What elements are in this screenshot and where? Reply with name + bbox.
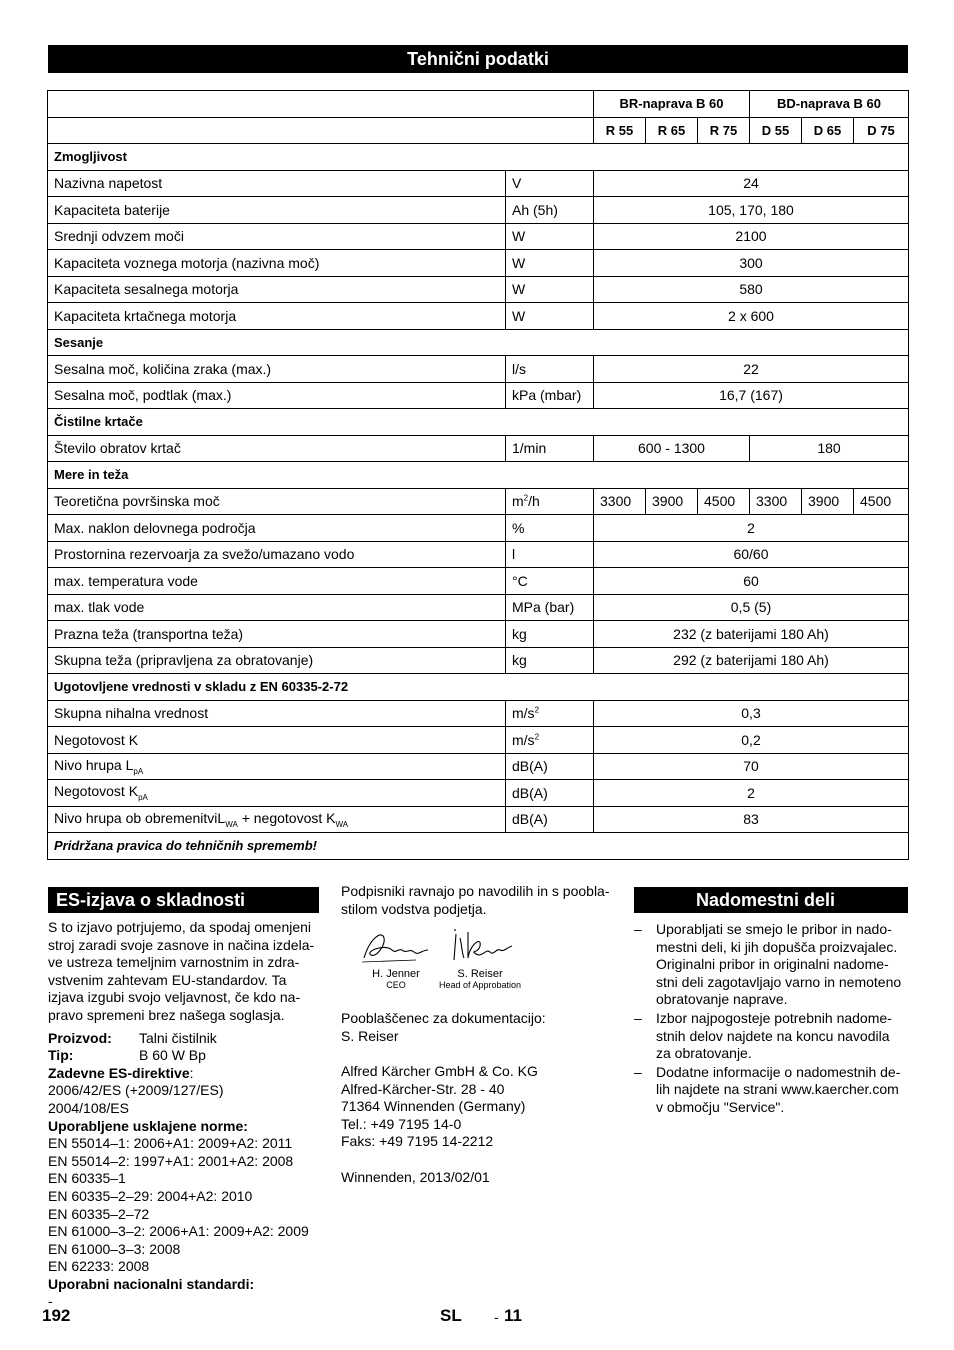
- norm-item: EN 55014–1: 2006+A1: 2009+A2: 2011: [48, 1135, 293, 1152]
- row-unit: $m/s^2$: [506, 700, 594, 727]
- table-header-row: [48, 91, 909, 118]
- es-intro-line: pravo spremeni brez našega soglasja.: [48, 1006, 285, 1023]
- section-header: Čistilne krtače: [48, 409, 909, 436]
- row-value: 4500: [698, 488, 750, 515]
- row-value: 0,3: [594, 700, 909, 727]
- signer-role: Head of Approbation: [438, 980, 522, 991]
- row-unit: W: [506, 303, 594, 330]
- row-value: 292 (z baterijami 180 Ah): [594, 647, 909, 674]
- row-label: Max. naklon delovnega področja: [48, 515, 506, 542]
- model-header: R 65: [646, 117, 698, 144]
- row-label: Kapaciteta baterije: [48, 197, 506, 224]
- page-title: Tehnični podatki: [48, 45, 908, 73]
- row-label: Število obratov krtač: [48, 435, 506, 462]
- table-row: [48, 170, 909, 197]
- list-item: – Uporabljati se smejo le pribor in nado- mestni deli, ki jih dopušča proizvajalec. Originalni pribor in originalni nadome- stni deli zagotavljajo varno in nemoteno obratovanje naprave.: [634, 921, 902, 1008]
- row-label: Teoretična površinska moč: [48, 488, 506, 515]
- section-header: Zmogljivost: [48, 144, 909, 171]
- model-header: R 75: [698, 117, 750, 144]
- row-label: Srednji odvzem moči: [48, 223, 506, 250]
- row-unit: kg: [506, 621, 594, 648]
- national-standards-value: -: [48, 1293, 53, 1310]
- table-row: [48, 541, 909, 568]
- type-row: Tip: B 60 W Bp: [48, 1047, 206, 1064]
- row-value: 3900: [802, 488, 854, 515]
- address-line: 71364 Winnenden (Germany): [341, 1098, 526, 1115]
- row-unit: W: [506, 276, 594, 303]
- signature-reiser: [425, 924, 535, 991]
- signatories-intro: stilom vodstva podjetja.: [341, 900, 487, 917]
- table-row: [48, 594, 909, 621]
- es-heading: ES-izjava o skladnosti: [48, 887, 319, 913]
- table-row: [48, 356, 909, 383]
- row-value: 2100: [594, 223, 909, 250]
- row-label: Sesalna moč, količina zraka (max.): [48, 356, 506, 383]
- row-value: 0,2: [594, 727, 909, 754]
- table-row: [48, 700, 909, 727]
- es-intro-line: izjava izgubi svojo veljavnost, če kdo na-: [48, 989, 301, 1006]
- es-intro-line: vstvenim zahtevam EU-standardov. Ta: [48, 971, 287, 988]
- table-row: [48, 488, 909, 515]
- row-value: 3300: [750, 488, 802, 515]
- place-date: Winnenden, 2013/02/01: [341, 1168, 490, 1185]
- row-value: 24: [594, 170, 909, 197]
- row-unit: Ah (5h): [506, 197, 594, 224]
- product-row: Proizvod: Talni čistilnik: [48, 1029, 217, 1046]
- row-value: 300: [594, 250, 909, 277]
- row-label: Kapaciteta sesalnega motorja: [48, 276, 506, 303]
- documentation-name: S. Reiser: [341, 1027, 399, 1044]
- table-row: [48, 382, 909, 409]
- norm-item: EN 55014–2: 1997+A1: 2001+A2: 2008: [48, 1152, 294, 1169]
- row-label: Kapaciteta krtačnega motorja: [48, 303, 506, 330]
- row-unit: MPa (bar): [506, 594, 594, 621]
- signer-name: H. Jenner: [372, 968, 420, 981]
- row-value: 16,7 (167): [594, 382, 909, 409]
- row-label: Sesalna moč, podtlak (max.): [48, 382, 506, 409]
- row-label: Nivo hrupa ob obremenitviL$_{WA}$ + negotovost $K_{WA}$: [48, 806, 506, 833]
- row-value: 70: [594, 753, 909, 780]
- row-unit: W: [506, 223, 594, 250]
- language-code: SL: [440, 1306, 462, 1325]
- handwritten-signature-icon: [440, 924, 520, 968]
- table-row: [48, 806, 909, 833]
- technical-data-table: [47, 90, 909, 860]
- model-header-row: [48, 117, 909, 144]
- address-line: Alfred Kärcher GmbH & Co. KG: [341, 1062, 538, 1079]
- table-row: [48, 276, 909, 303]
- row-value: 105, 170, 180: [594, 197, 909, 224]
- row-unit: kPa (mbar): [506, 382, 594, 409]
- section-page-number: 11: [504, 1306, 522, 1325]
- section-header: Mere in teža: [48, 462, 909, 489]
- row-label: Skupna nihalna vrednost: [48, 700, 506, 727]
- es-intro-line: stroj zaradi svoje zasnove in načina izdela-: [48, 936, 315, 953]
- norm-item: EN 60335–1: [48, 1170, 126, 1187]
- row-unit: $m^2/h$: [506, 488, 594, 515]
- bd-group-header: BD-naprava B 60: [750, 91, 909, 118]
- model-header: D 65: [802, 117, 854, 144]
- directives-label: Zadevne ES-direktive:: [48, 1064, 194, 1081]
- row-value: 2 x 600: [594, 303, 909, 330]
- model-header: R 55: [594, 117, 646, 144]
- signer-name: S. Reiser: [457, 968, 503, 981]
- row-value-br: 600 - 1300: [594, 435, 750, 462]
- directive-item: 2004/108/ES: [48, 1099, 129, 1116]
- row-value: 60: [594, 568, 909, 595]
- row-value: 83: [594, 806, 909, 833]
- table-row: [48, 621, 909, 648]
- row-unit: kg: [506, 647, 594, 674]
- row-value: 60/60: [594, 541, 909, 568]
- table-row: [48, 435, 909, 462]
- model-header: D 55: [750, 117, 802, 144]
- es-intro-line: ve ustreza temeljnim varnostnim in zdra-: [48, 954, 300, 971]
- norm-item: EN 62233: 2008: [48, 1258, 150, 1275]
- row-label: Kapaciteta voznega motorja (nazivna moč): [48, 250, 506, 277]
- footer-separator: -: [494, 1309, 499, 1325]
- directive-item: 2006/42/ES (+2009/127/ES): [48, 1082, 224, 1099]
- table-row: [48, 647, 909, 674]
- list-item: – Izbor najpogosteje potrebnih nadome- stnih delov najdete na koncu navodila za obratovanje.: [634, 1009, 892, 1062]
- list-item: – Dodatne informacije o nadomestnih de- lih najdete na strani www.kaercher.com v območju "Service".: [634, 1063, 901, 1115]
- row-unit: l/s: [506, 356, 594, 383]
- norm-item: EN 61000–3–3: 2008: [48, 1240, 181, 1257]
- handwritten-signature-icon: [356, 924, 436, 968]
- table-row: [48, 727, 909, 754]
- row-label: max. tlak vode: [48, 594, 506, 621]
- es-declaration: [48, 919, 323, 1311]
- row-label: Negotovost K: [48, 727, 506, 754]
- row-value: 2: [594, 515, 909, 542]
- row-label: Prostornina rezervoarja za svežo/umazano vodo: [48, 541, 506, 568]
- norms-label: Uporabljene usklajene norme:: [48, 1117, 248, 1134]
- row-unit: 1/min: [506, 435, 594, 462]
- row-value-bd: 180: [750, 435, 909, 462]
- row-value: 2: [594, 780, 909, 807]
- documentation-label: Pooblaščenec za dokumentacijo:: [341, 1010, 546, 1027]
- row-value: 580: [594, 276, 909, 303]
- table-row: [48, 568, 909, 595]
- table-row: [48, 303, 909, 330]
- spare-parts-heading: Nadomestni deli: [634, 887, 908, 913]
- row-unit: V: [506, 170, 594, 197]
- row-label: max. temperatura vode: [48, 568, 506, 595]
- national-standards-label: Uporabni nacionalni standardi:: [48, 1275, 255, 1292]
- signatories-column: [341, 883, 621, 1186]
- row-unit: l: [506, 541, 594, 568]
- address-line: Faks: +49 7195 14-2212: [341, 1133, 494, 1150]
- row-unit: dB(A): [506, 780, 594, 807]
- row-label: Prazna teža (transportna teža): [48, 621, 506, 648]
- row-unit: W: [506, 250, 594, 277]
- row-unit: dB(A): [506, 753, 594, 780]
- es-intro-line: S to izjavo potrjujemo, da spodaj omenjeni: [48, 919, 312, 935]
- row-value: 22: [594, 356, 909, 383]
- table-note: Pridržana pravica do tehničnih sprememb!: [48, 833, 909, 860]
- row-unit: °C: [506, 568, 594, 595]
- address-line: Alfred-Kärcher-Str. 28 - 40: [341, 1080, 505, 1097]
- table-row: [48, 197, 909, 224]
- row-label: Nazivna napetost: [48, 170, 506, 197]
- table-row: [48, 515, 909, 542]
- row-value: 4500: [854, 488, 909, 515]
- norm-item: EN 60335–2–72: [48, 1205, 150, 1222]
- signatories-intro: Podpisniki ravnajo po navodilih in s poobla-: [341, 883, 610, 899]
- spare-parts-list: [634, 921, 908, 1118]
- model-header: D 75: [854, 117, 909, 144]
- row-value: 3300: [594, 488, 646, 515]
- signatures: [341, 924, 621, 1002]
- page-number: 192: [42, 1306, 71, 1325]
- section-header: Sesanje: [48, 329, 909, 356]
- row-unit: %: [506, 515, 594, 542]
- address-line: Tel.: +49 7195 14-0: [341, 1115, 462, 1132]
- br-group-header: BR-naprava B 60: [594, 91, 750, 118]
- row-label: Negotovost $K_{pA}$: [48, 780, 506, 807]
- row-value: 232 (z baterijami 180 Ah): [594, 621, 909, 648]
- row-unit: dB(A): [506, 806, 594, 833]
- table-row: [48, 223, 909, 250]
- norm-item: EN 60335–2–29: 2004+A2: 2010: [48, 1187, 253, 1204]
- row-label: Skupna teža (pripravljena za obratovanje): [48, 647, 506, 674]
- row-label: Nivo hrupa $L_{pA}$: [48, 753, 506, 780]
- row-unit: $m/s^2$: [506, 727, 594, 754]
- norm-item: EN 61000–3–2: 2006+A1: 2009+A2: 2009: [48, 1223, 309, 1240]
- table-row: [48, 780, 909, 807]
- table-row: [48, 250, 909, 277]
- row-value: 3900: [646, 488, 698, 515]
- row-value: 0,5 (5): [594, 594, 909, 621]
- table-row: [48, 753, 909, 780]
- signer-role: CEO: [386, 980, 406, 991]
- section-header: Ugotovljene vrednosti v skladu z EN 60335-2-72: [48, 674, 909, 701]
